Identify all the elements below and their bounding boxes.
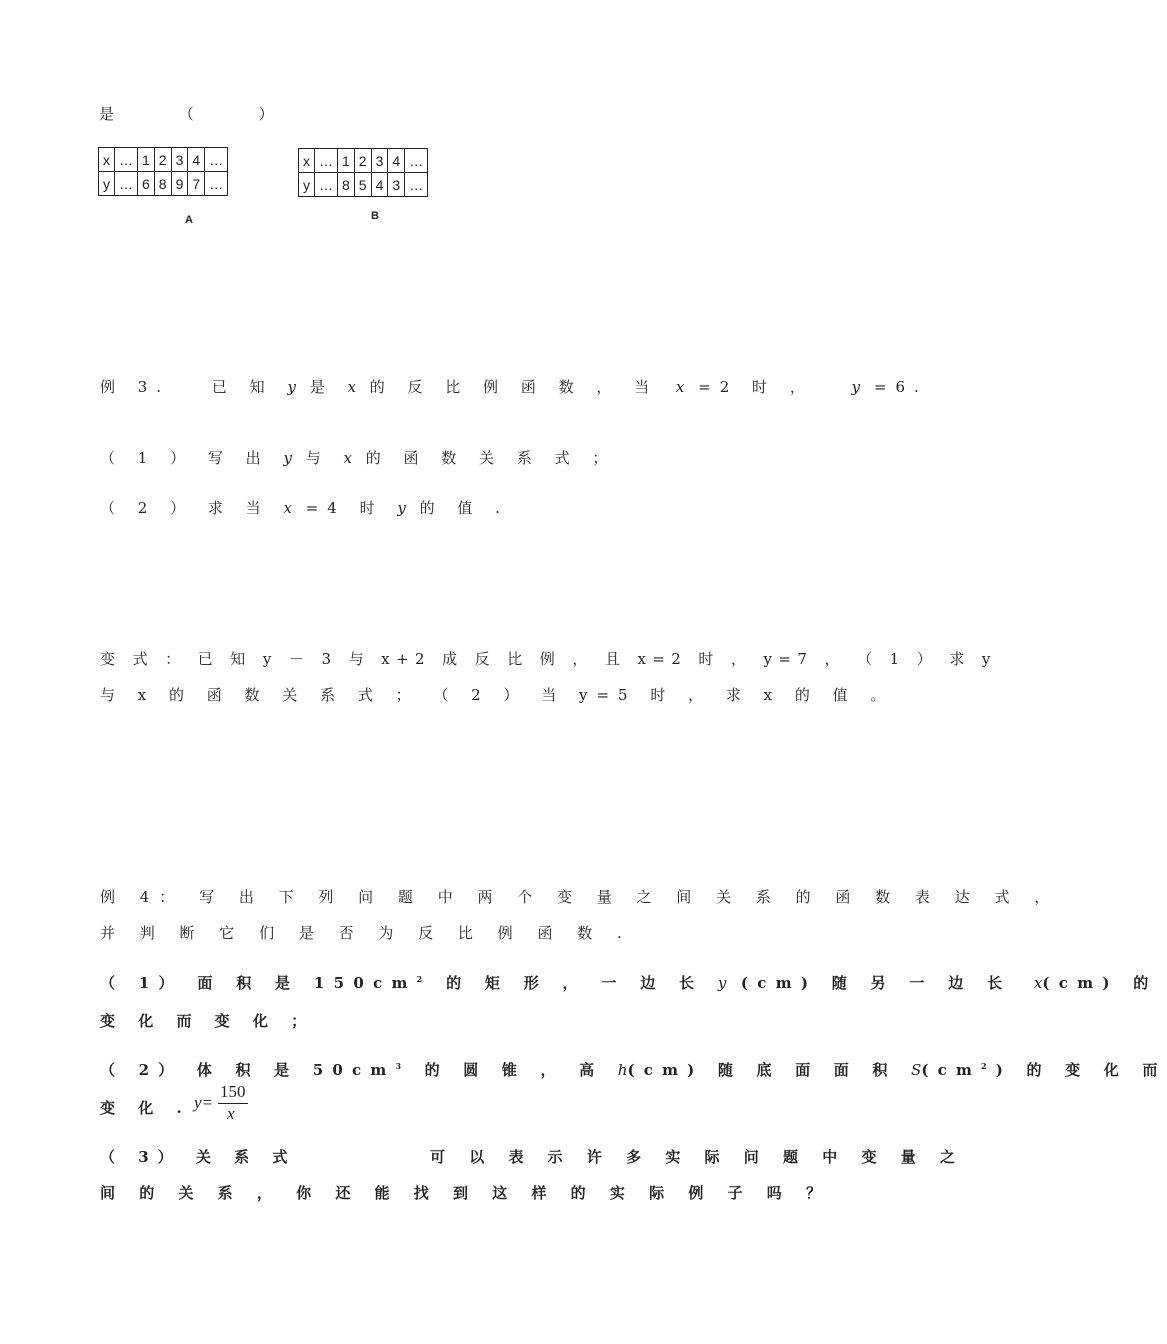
- table-cell: 8: [338, 173, 355, 197]
- example3-text: 是: [309, 378, 334, 396]
- part-text: (cm: [921, 1061, 982, 1079]
- superscript: 2: [981, 1061, 996, 1071]
- var-x: x: [675, 378, 685, 396]
- option-table-a: [98, 147, 228, 196]
- question-number: （ 1 ）: [100, 449, 195, 467]
- example4-part-3-line-2: 间 的 关 系 ， 你 还 能 找 到 这 样 的 实 际 例 子 吗 ？: [100, 1184, 831, 1202]
- formula-lhs: y=: [194, 1093, 214, 1112]
- variant-line-1: 变 式 ： 已 知 y － 3 与 x+2 成 反 比 例 ， 且 x=2 时 ， y=7 ， （ 1 ） 求 y: [100, 650, 997, 668]
- var-y: y: [851, 378, 861, 396]
- question-text: =4 时: [305, 499, 384, 517]
- table-row: [299, 149, 428, 173]
- example3-title: 例 3.: [100, 378, 171, 396]
- example4-line-1: 例 4： 写 出 下 列 问 题 中 两 个 变 量 之 间 关 系 的 函 数 表 达 式 ，: [100, 888, 1060, 906]
- table-cell: 6: [138, 172, 155, 196]
- var-x: x: [347, 378, 356, 396]
- example3-statement: [100, 376, 928, 397]
- table-cell: 9: [171, 172, 188, 196]
- part-text: 的 圆 锥 ， 高: [424, 1061, 604, 1079]
- part-text: （ 2） 体 积 是 50cm: [100, 1061, 396, 1079]
- example3-text: =2 时 ，: [698, 378, 814, 396]
- question-text: 写 出: [207, 449, 270, 467]
- example4-part-1-line-2: 变 化 而 变 化 ；: [100, 1012, 316, 1030]
- example3-question-2: [100, 497, 509, 518]
- table-cell: 3: [171, 148, 188, 172]
- question-text: 求 当: [207, 499, 270, 517]
- table-cell: 2: [354, 149, 371, 173]
- variant-line-2: 与 x 的 函 数 关 系 式 ； （ 2 ） 当 y=5 时 ， 求 x 的 值 。: [100, 686, 895, 704]
- part-text: 的 矩 形 ， 一 边 长: [446, 974, 704, 992]
- example3-text: 的 反 比 例 函 数 ， 当: [369, 378, 659, 396]
- table-cell: 7: [188, 172, 205, 196]
- part-text: （ 1） 面 积 是 150cm: [100, 974, 417, 992]
- table-cell: 1: [338, 149, 355, 173]
- table-cell: y: [99, 172, 115, 196]
- var-y: y: [397, 499, 406, 517]
- table-cell: 2: [154, 148, 171, 172]
- answer-paren-open: （: [178, 105, 194, 123]
- question-text: 的 函 数 关 系 式 ；: [365, 449, 617, 467]
- table-cell: …: [115, 148, 138, 172]
- question-number: （ 2 ）: [100, 499, 195, 517]
- table-cell: 5: [354, 173, 371, 197]
- option-label-a: A: [185, 214, 193, 226]
- table-cell: x: [299, 149, 315, 173]
- var-s: S: [911, 1061, 922, 1079]
- table-cell: …: [205, 172, 228, 196]
- option-table-b: [298, 148, 428, 197]
- example3-question-1: [100, 447, 616, 468]
- example4-part-2-line-1: [100, 1059, 1167, 1080]
- table-cell: 4: [371, 173, 388, 197]
- part-text: (cm) 随 另 一 边 长: [740, 974, 1012, 992]
- var-y: y: [717, 974, 727, 992]
- example4-line-2: 并 判 断 它 们 是 否 为 反 比 例 函 数 .: [100, 924, 632, 942]
- table-cell: y: [299, 173, 315, 197]
- table-cell: …: [405, 149, 428, 173]
- table-row: [299, 173, 428, 197]
- table-row: [99, 172, 228, 196]
- part-text: ) 的 变 化 而: [995, 1061, 1167, 1079]
- example3-text: =6.: [873, 378, 928, 396]
- table-cell: 1: [138, 148, 155, 172]
- example4-part-1-line-1: [100, 972, 1158, 993]
- table-cell: 3: [371, 149, 388, 173]
- table-cell: …: [315, 173, 338, 197]
- part-text: (cm) 的: [1042, 974, 1158, 992]
- question-text: 与: [305, 449, 330, 467]
- option-label-b: B: [371, 210, 379, 222]
- answer-paren-close: ）: [258, 105, 274, 123]
- table-cell: 3: [388, 173, 405, 197]
- formula-denominator: x: [227, 1104, 235, 1123]
- table-cell: 4: [388, 149, 405, 173]
- example4-part-3-line-1a: （ 3） 关 系 式: [100, 1148, 297, 1166]
- superscript: 3: [395, 1061, 411, 1071]
- var-y: y: [287, 378, 296, 396]
- part-text: (cm) 随 底 面 面 积: [627, 1061, 897, 1079]
- question-text: 的 值 .: [419, 499, 509, 517]
- example4-part-3-line-1b: 可 以 表 示 许 多 实 际 问 题 中 变 量 之: [430, 1148, 965, 1166]
- table-cell: …: [405, 173, 428, 197]
- table-cell: …: [205, 148, 228, 172]
- question-tail-text: 是: [99, 105, 115, 123]
- var-x: x: [1033, 974, 1043, 992]
- table-cell: …: [315, 149, 338, 173]
- table-cell: x: [99, 148, 115, 172]
- table-cell: …: [115, 172, 138, 196]
- formula-fraction: [194, 1082, 254, 1126]
- formula-numerator: 150: [220, 1082, 246, 1101]
- table-row: [99, 148, 228, 172]
- question-tail: [99, 103, 274, 124]
- var-x: x: [283, 499, 292, 517]
- table-cell: 4: [188, 148, 205, 172]
- var-y: y: [283, 449, 292, 467]
- example3-text: 已 知: [211, 378, 274, 396]
- var-h: h: [617, 1061, 628, 1079]
- example4-part-2-line-2: 变 化 .: [100, 1099, 191, 1117]
- table-cell: 8: [154, 172, 171, 196]
- var-x: x: [343, 449, 352, 467]
- superscript: 2: [416, 974, 432, 984]
